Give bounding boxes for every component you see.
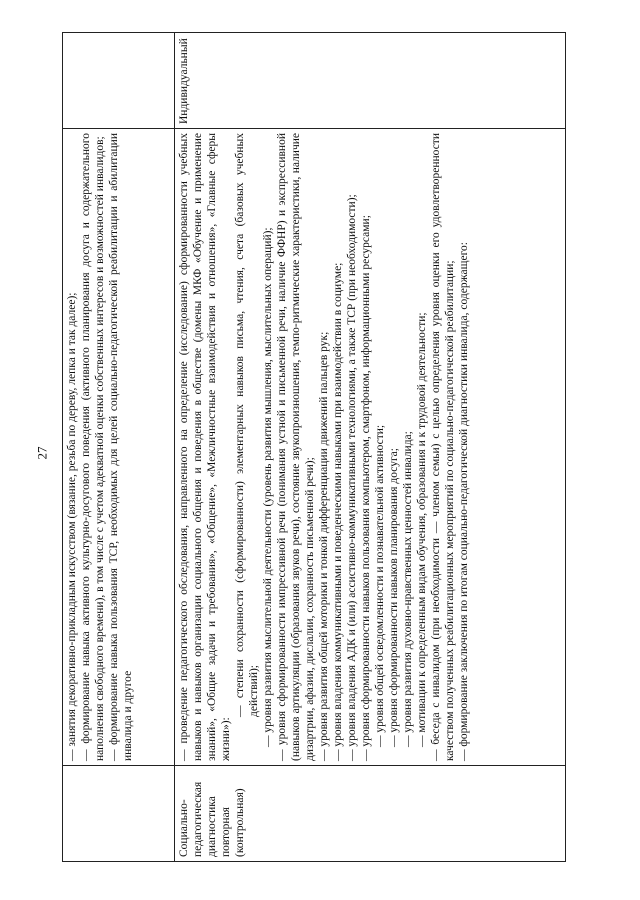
- page-number: 27: [34, 446, 50, 460]
- table-row: [175, 33, 566, 862]
- service-mode-cell: [63, 33, 175, 129]
- content-line: — формирование навыка пользования ТСР, необходимых для целей социально-педагогической реабилитации и абилитации инвалида и другое: [108, 133, 135, 761]
- content-line: — формирование заключения по итогам социально-педагогической диагностики инвалида, содержащего:: [458, 242, 471, 761]
- content-line: — мотивации к определенным видам обучения, образования и к трудовой деятельности;: [416, 312, 429, 747]
- service-type-cell: Социально-педагогическая диагностика повторная (контрольная): [175, 766, 566, 862]
- service-content-cell: [63, 129, 175, 766]
- services-table: [62, 32, 566, 862]
- content-line: — уровня сформированности навыков пользования компьютером, смартфоном, информационными ресурсами;: [360, 215, 373, 761]
- content-line: — уровня общей осведомленности и познавательной активности;: [374, 424, 387, 747]
- content-line: — занятия декоративно-прикладным искусством (вязание, резьба по дереву, лепка и так далее);: [66, 292, 78, 761]
- content-line: — формирование навыка активного культурно-досугового поведения (активного планирования досуга и содержательного наполнения свободного времени), в том числе с учетом адекватной оценки собственных интересов и возможностей инвалидов;: [80, 133, 107, 761]
- content-line: — уровня владения коммуникативными и поведенческими навыками при взаимодействии в социуме;: [332, 262, 345, 761]
- rotated-table-container: [62, 32, 566, 862]
- content-line: — уровня владения АДК и (или) ассистивно-коммуникативными технологиями, а также ТСР (при необходимости);: [346, 194, 359, 761]
- content-line: — уровня сформированности импрессивной речи (понимания устной и письменной речи, наличие ФФНР) и экспрессивной (навыков артикуляции (образования звуков речи), состояние звукопроизношения, темпо-ритмические характеристики, наличие дизартрии, афазии, дислалии, сохранность письменной речи);: [276, 133, 317, 761]
- content-line: — уровня сформированности навыков планирования досуга;: [388, 448, 401, 747]
- content-line: — беседа с инвалидом (при необходимости — членом семьи) с целью определения уровня оценки его удовлетворенности качеством полученных реабилитационных мероприятий по социально-педагогической реабилитации;: [430, 133, 457, 761]
- service-mode-cell: Индивидуальный: [175, 33, 566, 129]
- service-content-cell: [175, 129, 566, 766]
- content-line: — степени сохранности (сформированности) элементарных навыков письма, чтения, счета (базовых учебных действий);: [234, 133, 261, 717]
- content-line: — проведение педагогического обследования, направленного на определение (исследование) сформированности учебных навыков и навыков организации социального общения и поведения в обществе (домены МКФ «Обучение и применение знаний», «Общие задачи и требования», «Общение», «Межличностные взаимодействия и отношения», «Главные сферы жизни»):: [178, 133, 233, 761]
- content-line: — уровня развития духовно-нравственных ценностей инвалида;: [402, 431, 415, 747]
- content-line: — уровня развития мыслительной деятельности (уровень развития мышления, мыслительных операций);: [262, 227, 275, 747]
- content-line: — уровня развития общей моторики и тонкой дифференциации движений пальцев рук;: [318, 331, 331, 761]
- table-row: [63, 33, 175, 862]
- service-type-cell: [63, 766, 175, 862]
